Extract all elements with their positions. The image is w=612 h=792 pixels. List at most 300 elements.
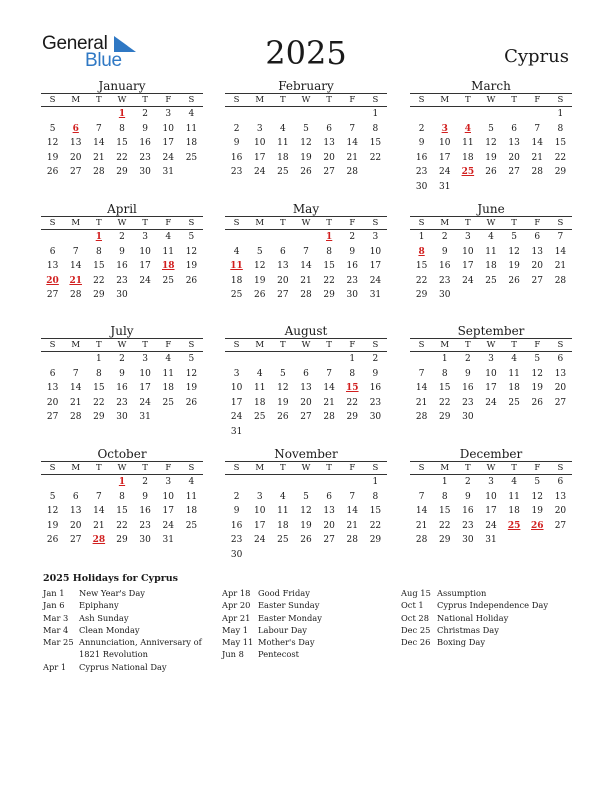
day-cell: 8 (372, 491, 379, 502)
weekday-label: T (280, 218, 286, 228)
weekday-label: T (465, 218, 471, 228)
holiday-day-cell: 4 (464, 123, 471, 134)
day-cell: 5 (279, 368, 286, 379)
day-cell: 27 (508, 167, 520, 178)
day-cell: 17 (230, 397, 243, 408)
day-cell: 26 (185, 397, 198, 408)
day-cell: 26 (46, 167, 59, 178)
day-cell: 28 (346, 167, 358, 178)
weekday-label: S (418, 218, 425, 228)
empty-cell (294, 352, 317, 367)
day-cell: 21 (346, 520, 358, 531)
weekday-label: W (301, 95, 311, 105)
month-april (41, 202, 203, 303)
day-cell: 7 (326, 368, 332, 379)
day-cell: 11 (508, 368, 520, 379)
holiday-entry (222, 648, 392, 660)
weekday-label: T (96, 463, 102, 473)
weekday-label: W (486, 463, 496, 473)
day-cell: 20 (323, 152, 335, 163)
day-cell: 8 (441, 368, 448, 379)
day-cell: 25 (162, 397, 174, 408)
day-cell: 14 (93, 506, 105, 517)
day-cell: 10 (438, 138, 451, 149)
holiday-day-cell: 1 (118, 477, 126, 487)
day-cell: 11 (277, 138, 289, 149)
day-cell: 23 (139, 520, 151, 531)
day-cell: 25 (277, 535, 289, 546)
day-cell: 20 (554, 383, 567, 394)
day-cell: 15 (116, 506, 128, 517)
empty-cell (64, 475, 87, 490)
day-cell: 10 (369, 246, 382, 257)
weekday-label: S (557, 340, 564, 350)
day-cell: 19 (185, 261, 198, 272)
empty-cell (87, 475, 110, 490)
day-cell: 14 (415, 383, 428, 394)
holiday-entry (401, 636, 571, 648)
day-cell: 6 (49, 368, 56, 379)
day-cell: 24 (162, 520, 174, 531)
weekday-label: S (49, 340, 56, 350)
day-cell: 30 (139, 535, 151, 546)
day-cell: 6 (326, 123, 332, 134)
day-cell: 22 (415, 275, 428, 286)
day-cell: 30 (462, 535, 474, 546)
day-cell: 5 (303, 491, 309, 502)
day-cell: 23 (415, 167, 428, 178)
day-cell: 13 (323, 506, 335, 517)
day-cell: 13 (69, 138, 82, 149)
empty-cell (225, 475, 248, 490)
empty-cell (318, 475, 341, 490)
holiday-day-cell: 1 (95, 232, 102, 242)
day-cell: 31 (162, 535, 174, 546)
day-cell: 18 (508, 383, 520, 394)
day-cell: 12 (185, 246, 198, 257)
day-cell: 3 (488, 354, 494, 364)
day-cell: 29 (438, 535, 451, 546)
holiday-column (43, 587, 213, 673)
weekday-label: M (255, 95, 265, 105)
day-cell: 5 (49, 123, 56, 134)
empty-cell (410, 475, 433, 490)
weekday-header (41, 93, 203, 107)
month-name: October (97, 447, 147, 461)
weekday-label: F (534, 218, 541, 228)
holiday-column (222, 587, 392, 661)
day-cell: 28 (69, 412, 82, 423)
holiday-name: Christmas Day (437, 624, 499, 635)
day-cell: 27 (46, 290, 59, 301)
weekday-header (410, 93, 572, 107)
weekday-label: S (557, 218, 564, 228)
holiday-entry (222, 599, 392, 611)
holiday-date: Mar 3 (43, 612, 69, 623)
day-cell: 31 (162, 167, 174, 178)
day-cell: 14 (300, 261, 312, 272)
day-cell: 9 (142, 491, 148, 502)
day-cell: 6 (72, 491, 79, 502)
day-cell: 12 (508, 246, 520, 257)
holiday-day-cell: 6 (72, 123, 79, 134)
holiday-name: Good Friday (258, 588, 310, 598)
day-cell: 22 (438, 520, 451, 531)
month-name: August (284, 324, 328, 338)
day-cell: 7 (72, 368, 79, 379)
day-cell: 13 (300, 383, 312, 394)
holiday-day-cell: 25 (507, 520, 521, 531)
day-cell: 9 (464, 491, 471, 502)
day-grid (410, 107, 572, 195)
weekday-label: S (188, 463, 195, 473)
day-cell: 31 (369, 290, 382, 301)
empty-cell (248, 107, 271, 122)
holiday-entry (43, 612, 213, 624)
day-cell: 7 (349, 123, 356, 134)
day-cell: 30 (438, 290, 451, 301)
day-cell: 20 (69, 152, 82, 163)
holiday-name: Boxing Day (437, 637, 486, 648)
day-cell: 6 (511, 123, 517, 134)
month-name: June (477, 202, 505, 216)
month-name: December (459, 447, 523, 461)
logo-text-general: General (42, 33, 108, 54)
day-cell: 2 (142, 109, 148, 119)
month-may (225, 202, 387, 303)
weekday-header (225, 93, 387, 107)
weekday-label: S (557, 463, 564, 473)
day-cell: 29 (93, 290, 105, 301)
weekday-label: F (534, 463, 541, 473)
empty-cell (271, 352, 294, 367)
day-cell: 29 (323, 290, 335, 301)
day-cell: 15 (415, 261, 428, 272)
day-cell: 8 (119, 491, 125, 502)
day-cell: 21 (531, 152, 543, 163)
day-cell: 7 (303, 246, 309, 257)
day-cell: 30 (369, 412, 382, 423)
day-cell: 20 (323, 520, 335, 531)
day-cell: 12 (253, 261, 266, 272)
weekday-label: M (255, 463, 265, 473)
day-cell: 24 (438, 167, 451, 178)
day-cell: 18 (277, 152, 289, 163)
holiday-entry (401, 612, 571, 624)
day-cell: 10 (485, 368, 497, 379)
weekday-label: S (372, 340, 379, 350)
day-cell: 22 (116, 152, 128, 163)
holiday-entry (222, 624, 392, 636)
day-cell: 20 (46, 397, 59, 408)
holiday-date: Jun 8 (222, 649, 244, 660)
empty-cell (318, 352, 341, 367)
weekday-label: T (326, 340, 332, 350)
weekday-label: T (142, 463, 148, 473)
day-cell: 2 (349, 232, 356, 242)
day-cell: 22 (346, 397, 358, 408)
day-cell: 1 (372, 477, 379, 487)
day-cell: 21 (93, 520, 105, 531)
day-cell: 1 (95, 354, 102, 364)
holiday-date: May 1 (222, 624, 249, 635)
day-cell: 21 (69, 397, 82, 408)
month-name: September (457, 324, 525, 338)
day-cell: 3 (372, 232, 379, 242)
weekday-label: T (511, 95, 517, 105)
holiday-name: National Holiday (437, 612, 509, 623)
month-name: July (110, 324, 134, 338)
day-cell: 27 (277, 290, 289, 301)
empty-cell (341, 475, 364, 490)
country-name: Cyprus (504, 46, 569, 67)
day-cell: 20 (554, 506, 567, 517)
empty-cell (248, 475, 271, 490)
month-january (41, 79, 203, 180)
holiday-entry (222, 587, 392, 599)
day-cell: 11 (185, 123, 198, 134)
day-cell: 26 (300, 535, 312, 546)
weekday-label: S (372, 218, 379, 228)
day-cell: 21 (346, 152, 358, 163)
weekday-label: T (326, 218, 332, 228)
day-cell: 2 (233, 491, 240, 502)
day-cell: 16 (415, 152, 428, 163)
day-cell: 14 (346, 138, 358, 149)
day-cell: 9 (233, 506, 240, 517)
weekday-label: T (142, 95, 148, 105)
day-cell: 15 (554, 138, 567, 149)
day-cell: 13 (277, 261, 289, 272)
day-cell: 14 (346, 506, 358, 517)
day-cell: 11 (253, 383, 266, 394)
day-cell: 24 (369, 275, 382, 286)
weekday-label: W (301, 340, 311, 350)
weekday-label: S (188, 95, 195, 105)
day-cell: 17 (485, 383, 497, 394)
empty-cell (410, 107, 433, 122)
weekday-header (225, 461, 387, 475)
weekday-label: W (117, 218, 127, 228)
day-cell: 25 (253, 412, 266, 423)
month-name: April (107, 202, 137, 216)
empty-cell (271, 475, 294, 490)
weekday-label: T (280, 463, 286, 473)
day-grid (410, 475, 572, 548)
day-cell: 4 (511, 477, 517, 487)
day-cell: 5 (49, 491, 56, 502)
day-cell: 13 (46, 383, 59, 394)
weekday-label: T (280, 340, 286, 350)
day-cell: 9 (372, 368, 379, 379)
day-cell: 18 (230, 275, 243, 286)
day-cell: 23 (230, 167, 243, 178)
holiday-day-cell: 28 (92, 535, 106, 546)
day-cell: 27 (323, 535, 335, 546)
weekday-label: T (511, 218, 517, 228)
day-cell: 11 (185, 491, 198, 502)
day-cell: 31 (485, 535, 497, 546)
holiday-entry (401, 624, 571, 636)
day-cell: 9 (464, 368, 471, 379)
holiday-day-cell: 15 (346, 383, 359, 394)
day-cell: 22 (554, 152, 567, 163)
weekday-label: T (96, 340, 102, 350)
day-cell: 26 (485, 167, 497, 178)
weekday-header (41, 461, 203, 475)
day-cell: 28 (554, 275, 567, 286)
day-cell: 21 (323, 397, 335, 408)
holiday-date: May 11 (222, 637, 254, 648)
day-cell: 2 (441, 232, 448, 242)
holiday-date: Oct 1 (401, 600, 424, 611)
holiday-date: Apr 18 (222, 588, 251, 598)
day-cell: 15 (323, 261, 335, 272)
empty-cell (433, 107, 456, 122)
day-cell: 8 (119, 123, 125, 134)
day-cell: 31 (139, 412, 151, 423)
day-cell: 19 (277, 397, 289, 408)
day-cell: 24 (485, 520, 497, 531)
day-cell: 8 (326, 246, 332, 257)
day-cell: 20 (277, 275, 289, 286)
day-cell: 9 (142, 123, 148, 134)
empty-cell (248, 230, 271, 245)
day-cell: 18 (277, 520, 289, 531)
holiday-day-cell: 8 (418, 246, 425, 257)
day-cell: 19 (531, 383, 543, 394)
holiday-day-cell: 18 (162, 261, 175, 272)
day-cell: 2 (119, 354, 125, 364)
day-cell: 12 (185, 368, 198, 379)
weekday-label: T (142, 218, 148, 228)
month-name: November (274, 447, 338, 461)
day-cell: 1 (557, 109, 564, 119)
day-cell: 6 (279, 246, 286, 257)
day-cell: 13 (508, 138, 520, 149)
day-cell: 7 (95, 491, 102, 502)
day-cell: 21 (300, 275, 312, 286)
day-cell: 26 (531, 397, 543, 408)
day-cell: 2 (464, 354, 471, 364)
day-cell: 17 (139, 261, 151, 272)
day-cell: 1 (349, 354, 356, 364)
weekday-label: T (96, 95, 102, 105)
empty-cell (294, 107, 317, 122)
day-cell: 6 (557, 477, 564, 487)
day-cell: 12 (300, 138, 312, 149)
day-cell: 27 (69, 535, 82, 546)
day-cell: 7 (534, 123, 541, 134)
day-cell: 12 (300, 506, 312, 517)
month-name: February (278, 79, 334, 93)
calendar-year: 2025 (265, 34, 347, 72)
empty-cell (64, 352, 87, 367)
day-cell: 15 (93, 383, 105, 394)
weekday-label: F (349, 340, 356, 350)
month-october (41, 447, 203, 548)
day-cell: 24 (485, 397, 497, 408)
day-cell: 6 (326, 491, 332, 502)
day-cell: 10 (162, 491, 174, 502)
weekday-label: M (440, 95, 450, 105)
weekday-label: T (326, 463, 332, 473)
empty-cell (64, 107, 87, 122)
day-grid (410, 352, 572, 425)
day-cell: 12 (531, 491, 543, 502)
holiday-name: Clean Monday (79, 624, 140, 635)
day-cell: 1 (441, 477, 448, 487)
empty-cell (526, 107, 549, 122)
weekday-label: S (372, 463, 379, 473)
holiday-name: Cyprus Independence Day (437, 600, 549, 611)
holiday-column (401, 587, 571, 648)
day-cell: 19 (485, 152, 497, 163)
weekday-header (225, 216, 387, 230)
month-march (410, 79, 572, 195)
day-cell: 16 (139, 506, 151, 517)
day-cell: 29 (346, 412, 358, 423)
day-cell: 16 (346, 261, 358, 272)
holiday-date: Jan 1 (43, 588, 65, 598)
day-cell: 11 (162, 368, 174, 379)
day-cell: 20 (508, 152, 520, 163)
holiday-date: Jan 6 (43, 600, 65, 611)
day-cell: 17 (369, 261, 382, 272)
day-cell: 23 (116, 275, 128, 286)
weekday-label: M (440, 218, 450, 228)
day-cell: 24 (462, 275, 474, 286)
empty-cell (294, 475, 317, 490)
day-cell: 17 (162, 506, 174, 517)
weekday-header (410, 461, 572, 475)
day-cell: 16 (230, 152, 243, 163)
weekday-header (410, 338, 572, 352)
day-cell: 4 (279, 491, 286, 502)
day-cell: 26 (185, 275, 198, 286)
day-cell: 29 (116, 167, 128, 178)
day-cell: 3 (142, 232, 148, 242)
weekday-label: F (165, 218, 172, 228)
weekday-label: M (71, 218, 81, 228)
holiday-date: Apr 21 (222, 612, 251, 623)
weekday-header (41, 216, 203, 230)
holiday-entry (43, 599, 213, 611)
weekday-label: W (117, 340, 127, 350)
day-grid (41, 107, 203, 180)
day-cell: 11 (277, 506, 289, 517)
month-september (410, 324, 572, 425)
weekday-label: T (465, 340, 471, 350)
day-grid (225, 230, 387, 303)
day-cell: 2 (464, 477, 471, 487)
day-cell: 4 (511, 354, 517, 364)
month-name: January (98, 79, 146, 93)
day-cell: 10 (162, 123, 174, 134)
day-cell: 19 (300, 152, 312, 163)
day-cell: 27 (300, 412, 312, 423)
weekday-label: S (49, 95, 56, 105)
day-grid (41, 230, 203, 303)
day-cell: 17 (139, 383, 151, 394)
day-cell: 6 (49, 246, 56, 257)
day-cell: 5 (534, 477, 541, 487)
day-cell: 28 (300, 290, 312, 301)
day-cell: 27 (323, 167, 335, 178)
day-cell: 25 (277, 167, 289, 178)
day-cell: 26 (277, 412, 289, 423)
day-grid (225, 475, 387, 563)
